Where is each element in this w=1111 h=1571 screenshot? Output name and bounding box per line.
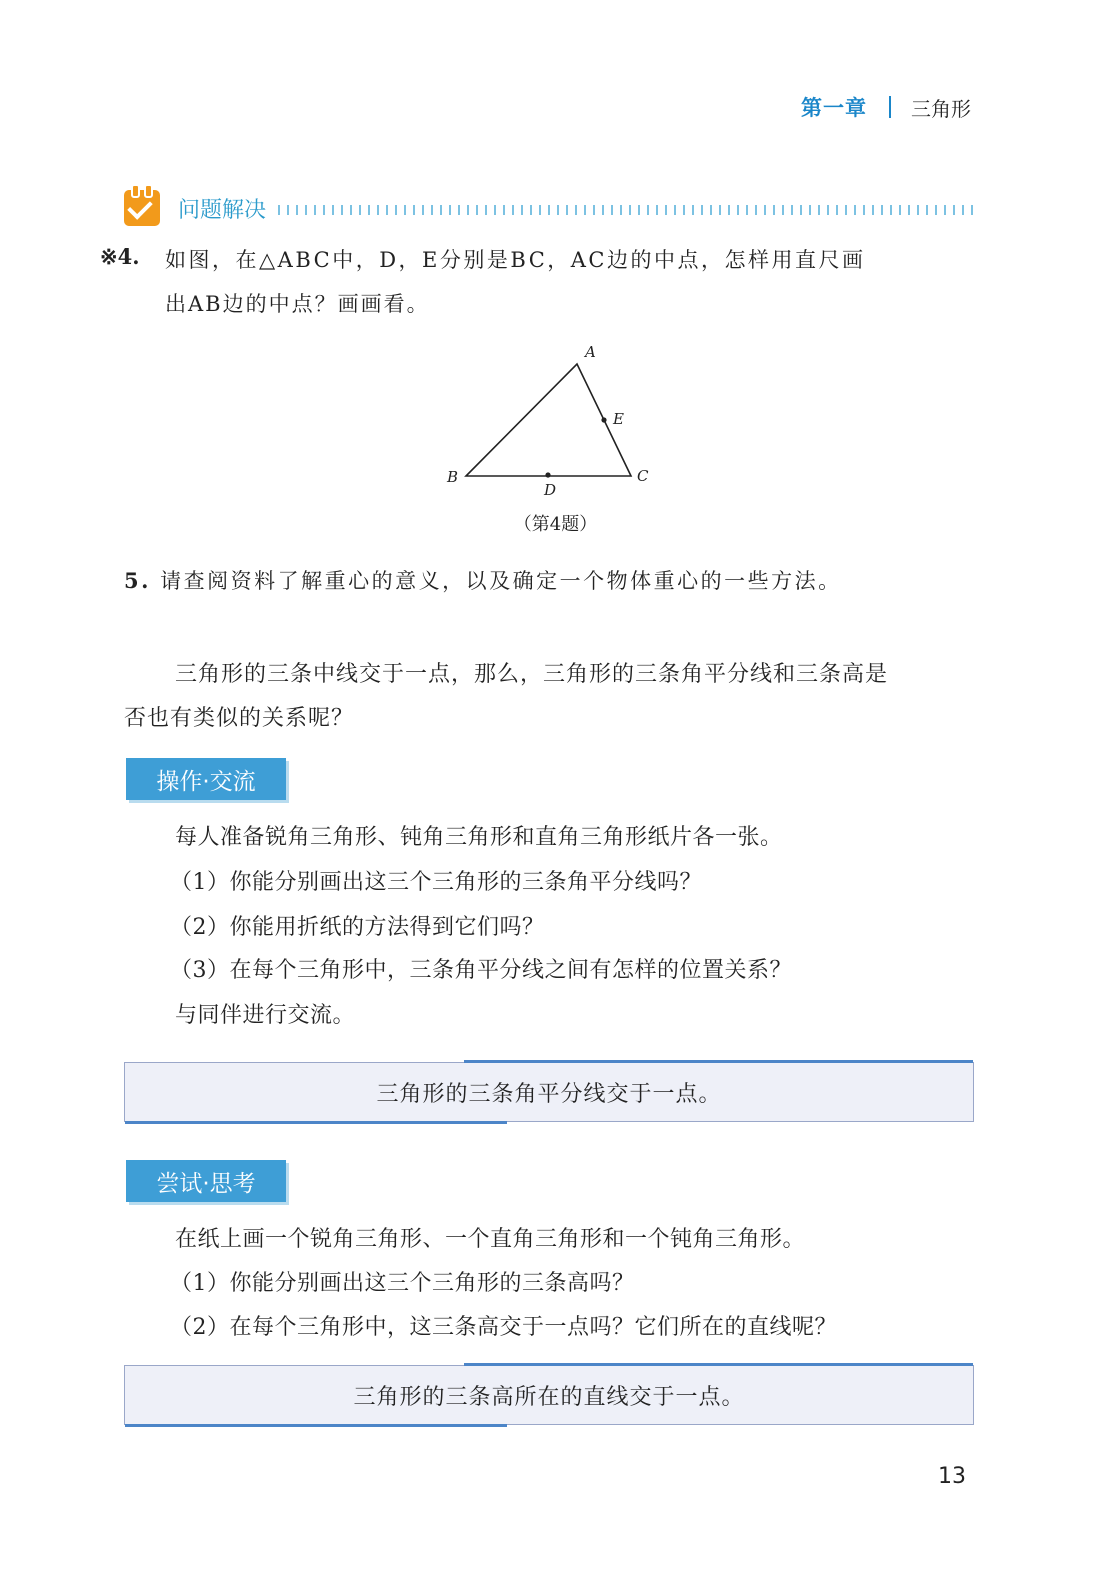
section2-line: （2）在每个三角形中，这三条高交于一点吗？它们所在的直线呢？	[170, 1315, 837, 1340]
triangle-abc-figure	[435, 340, 675, 500]
question-4-text-line2: 出AB边的中点？画画看。	[165, 292, 430, 316]
page-number: 13	[938, 1464, 966, 1489]
section2-line: （1）你能分别画出这三个三角形的三条高吗？	[170, 1271, 635, 1296]
question-5-text: 请查阅资料了解重心的意义，以及确定一个物体重心的一些方法。	[160, 569, 842, 593]
conclusion-box-altitudes	[124, 1365, 974, 1425]
label-a: A	[585, 343, 596, 361]
calendar-check-icon	[124, 190, 160, 226]
section1-line: （3）在每个三角形中，三条角平分线之间有怎样的位置关系？	[170, 958, 792, 983]
chapter-number: 第一章	[801, 96, 867, 120]
chapter-title: 三角形	[911, 96, 971, 121]
dotted-rule	[278, 205, 974, 215]
section1-line: 与同伴进行交流。	[175, 1003, 356, 1028]
problem-solving-title: 问题解决	[178, 197, 267, 223]
section1-line: （1）你能分别画出这三个三角形的三条角平分线吗？	[170, 870, 702, 895]
section1-line: 每人准备锐角三角形、钝角三角形和直角三角形纸片各一张。	[175, 825, 783, 850]
section-tag-try-think: 尝试·思考	[126, 1160, 286, 1202]
chapter-header	[801, 92, 971, 122]
intro-line2: 否也有类似的关系呢？	[124, 706, 355, 731]
question-4-number: ※4.	[100, 244, 140, 269]
midpoint-d	[545, 472, 550, 477]
midpoint-e	[601, 417, 606, 422]
section-tag-operate-exchange: 操作·交流	[126, 758, 286, 800]
conclusion-text: 三角形的三条高所在的直线交于一点。	[353, 1384, 745, 1410]
conclusion-text: 三角形的三条角平分线交于一点。	[376, 1081, 722, 1107]
section1-line: （2）你能用折纸的方法得到它们吗？	[170, 915, 545, 940]
figure-caption: （第4题）	[513, 514, 598, 535]
label-d: D	[544, 481, 557, 499]
conclusion-box-angle-bisectors	[124, 1062, 974, 1122]
label-e: E	[613, 410, 624, 428]
question-4-text-line1: 如图，在△ABC中，D，E分别是BC，AC边的中点，怎样用直尺画	[165, 248, 866, 272]
intro-line1: 三角形的三条中线交于一点，那么，三角形的三条角平分线和三条高是	[175, 662, 889, 687]
section2-line: 在纸上画一个锐角三角形、一个直角三角形和一个钝角三角形。	[175, 1227, 806, 1252]
label-b: B	[447, 468, 459, 486]
question-5-number: 5.	[124, 568, 151, 593]
header-divider	[889, 96, 891, 118]
question-5	[124, 565, 842, 595]
problem-solving-heading	[124, 186, 974, 230]
label-c: C	[637, 467, 649, 485]
